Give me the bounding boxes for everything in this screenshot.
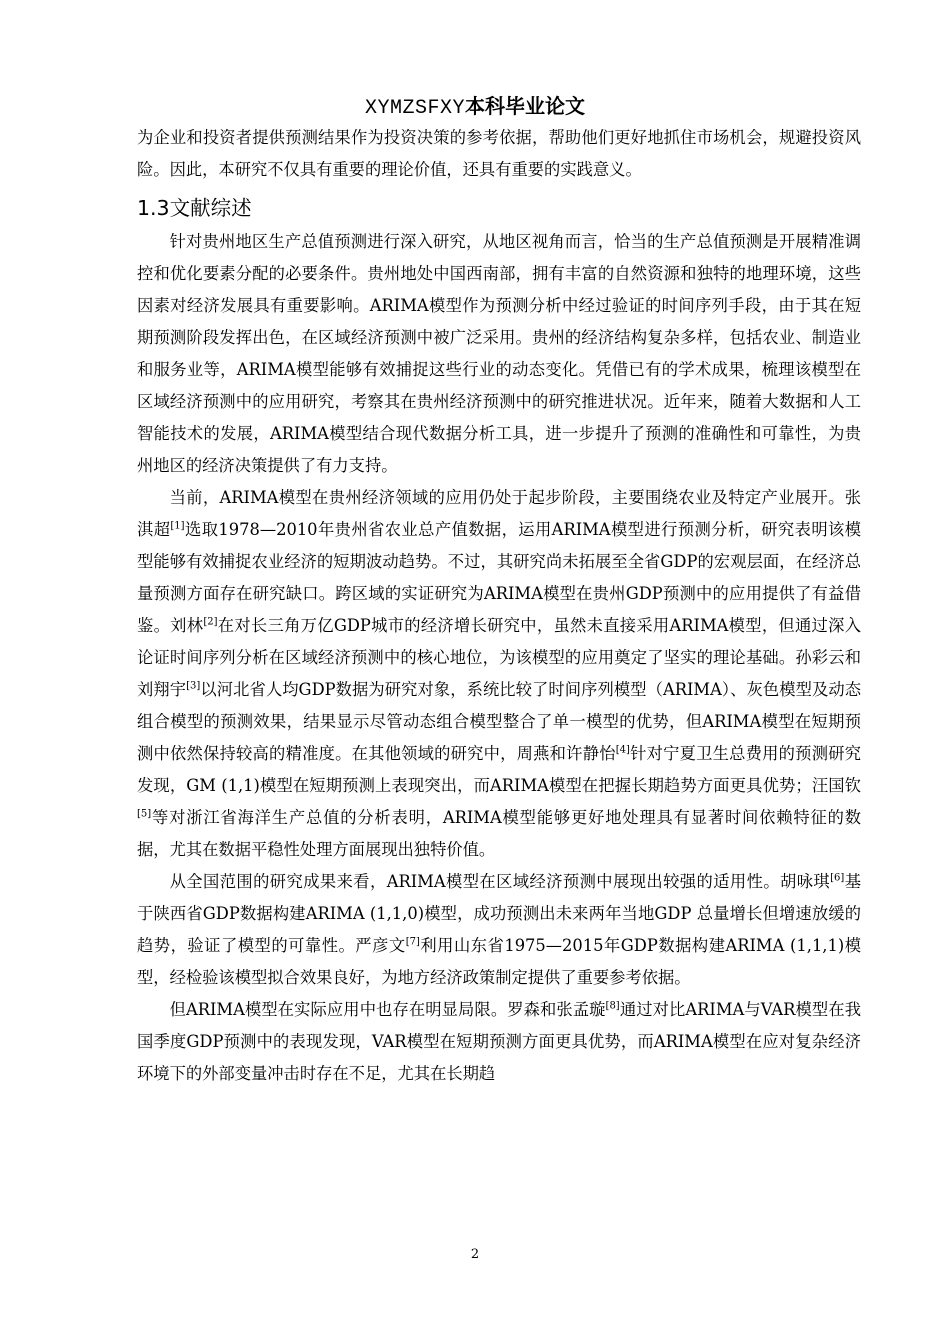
paragraph-text: 通过对比ARIMA与VAR模型在我国季度GDP预测中的表现发现，VAR模型在短期预测方面更具优势，而ARIMA模型在应对复杂经济环境下的外部变量冲击时存在不足，尤其在长期趋 — [137, 1000, 861, 1083]
paragraph-text: 但ARIMA模型在实际应用中也存在明显局限。罗森和张孟璇 — [169, 1000, 606, 1019]
paragraph-text: 等对浙江省海洋生产总值的分析表明，ARIMA模型能够更好地处理具有显著时间依赖特征的数据，尤其在数据平稳性处理方面展现出独特价值。 — [137, 808, 861, 859]
section-heading: 1.3文献综述 — [137, 196, 252, 220]
paragraph-arima-limitations — [137, 994, 861, 1090]
paragraph-text: 选取1978—2010年贵州省农业总产值数据，运用ARIMA模型进行预测分析，研究表明该模型能够有效捕捉农业经济的短期波动趋势。不过，其研究尚未拓展至全省GDP的宏观层面，在经济总量预测方面存在研究缺口。跨区域的实证研究为ARIMA模型在贵州GDP预测中的应用提供了有益借鉴。刘林 — [137, 520, 861, 635]
document-body — [137, 122, 861, 1090]
citation-ref: [1] — [170, 520, 185, 532]
paragraph-text: 当前，ARIMA模型在贵州经济领域的应用仍处于起步阶段，主要围绕农业及特定产业展开。张淇超 — [137, 488, 861, 539]
citation-ref: [7] — [405, 936, 420, 948]
header-title: 本科毕业论文 — [465, 94, 585, 118]
header-code: XYMZSFXY — [364, 97, 465, 120]
paragraph-text: 针对宁夏卫生总费用的预测研究发现，GM (1,1)模型在短期预测上表现突出，而ARIMA模型在把握长期趋势方面更具优势；汪国钦 — [137, 744, 861, 795]
paragraph-national-studies — [137, 866, 861, 994]
page-number: 2 — [470, 1247, 480, 1262]
paragraph-text: 以河北省人均GDP数据为研究对象，系统比较了时间序列模型（ARIMA）、灰色模型及动态组合模型的预测效果，结果显示尽管动态组合模型整合了单一模型的优势，但ARIMA模型在短期预测中依然保持较高的精准度。在其他领域的研究中，周燕和许静怡 — [137, 680, 861, 763]
paragraph-text: 从全国范围的研究成果来看，ARIMA模型在区域经济预测中展现出较强的适用性。胡咏琪 — [169, 872, 831, 891]
paragraph-text: 在对长三角万亿GDP城市的经济增长研究中，虽然未直接采用ARIMA模型，但通过深入论证时间序列分析在区域经济预测中的核心地位，为该模型的应用奠定了坚实的理论基础。孙彩云和刘翔宇 — [137, 616, 861, 699]
citation-ref: [8] — [605, 1000, 620, 1012]
citation-ref: [3] — [186, 680, 201, 692]
citation-ref: [5] — [137, 808, 152, 820]
citation-ref: [4] — [615, 744, 630, 756]
paragraph-guizhou-gdp-forecast: 针对贵州地区生产总值预测进行深入研究，从地区视角而言，恰当的生产总值预测是开展精准调控和优化要素分配的必要条件。贵州地处中国西南部，拥有丰富的自然资源和独特的地理环境，这些因素对经济发展具有重要影响。ARIMA模型作为预测分析中经过验证的时间序列手段，由于其在短期预测阶段发挥出色，在区域经济预测中被广泛采用。贵州的经济结构复杂多样，包括农业、制造业和服务业等，ARIMA模型能够有效捕捉这些行业的动态变化。凭借已有的学术成果，梳理该模型在区域经济预测中的应用研究，考察其在贵州经济预测中的研究推进状况。近年来，随着大数据和人工智能技术的发展，ARIMA模型结合现代数据分析工具，进一步提升了预测的准确性和可靠性，为贵州地区的经济决策提供了有力支持。 — [137, 232, 861, 475]
citation-ref: [6] — [830, 872, 845, 884]
running-header — [0, 93, 950, 119]
paragraph-text: 利用山东省1975—2015年GDP数据构建ARIMA (1,1,1)模型，经检验该模型拟合效果良好，为地方经济政策制定提供了重要参考依据。 — [137, 936, 861, 987]
paragraph-text: 基于陕西省GDP数据构建ARIMA (1,1,0)模型，成功预测出未来两年当地GDP 总量增长但增速放缓的趋势，验证了模型的可靠性。严彦文 — [137, 872, 861, 955]
continuation-paragraph: 为企业和投资者提供预测结果作为投资决策的参考依据，帮助他们更好地抓住市场机会，规避投资风险。因此，本研究不仅具有重要的理论价值，还具有重要的实践意义。 — [137, 128, 861, 179]
paragraph-arima-applications — [137, 482, 861, 866]
citation-ref: [2] — [203, 616, 218, 628]
